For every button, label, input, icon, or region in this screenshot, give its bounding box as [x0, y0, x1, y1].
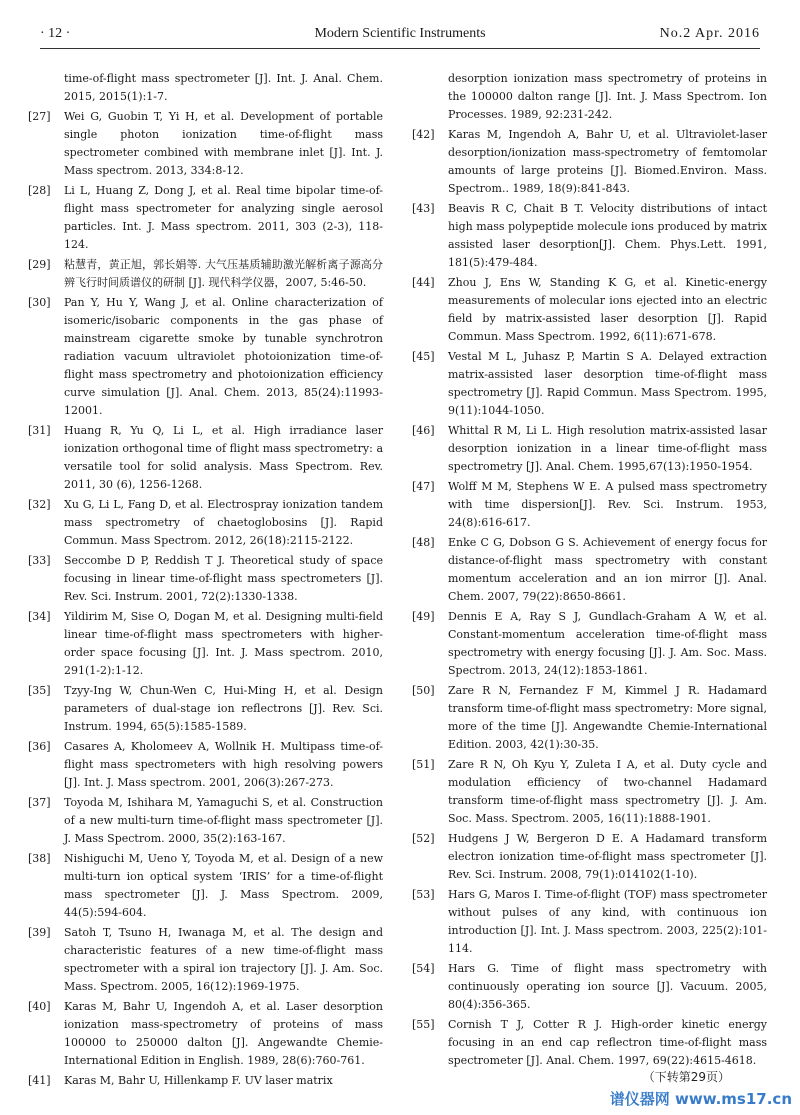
reference-entry	[28, 682, 383, 736]
reference-entry	[412, 830, 767, 884]
reference-text: Zare R N, Oh Kyu Y, Zuleta I A, et al. Duty cycle and modulation efficiency of two-channel Hadamard transform time-of-flight mass spectrometry [J]. J. Am. Soc. Mass. Spectrom. 2005, 16(11):1888-1901.	[448, 758, 767, 825]
reference-entry	[28, 182, 383, 254]
reference-number: [28]	[28, 184, 51, 197]
reference-text: Wolff M M, Stephens W E. A pulsed mass spectrometry with time dispersion[J]. Rev. Sci. Instrum. 1953, 24(8):616-617.	[448, 480, 767, 529]
reference-text: Nishiguchi M, Ueno Y, Toyoda M, et al. Design of a new multi-turn ion optical system ‘IRIS’ for a time-of-flight mass spectrometer [J]. J. Mass Spectrom. 2009, 44(5):594-604.	[64, 852, 383, 919]
reference-entry	[412, 886, 767, 958]
reference-entry	[412, 608, 767, 680]
reference-number: [29]	[28, 258, 51, 271]
reference-entry	[412, 682, 767, 754]
reference-text: Dennis E A, Ray S J, Gundlach-Graham A W, et al. Constant-momentum acceleration time-of-flight mass spectrometry with energy focusing [J]. J. Am. Soc. Mass. Spectrom. 2013, 24(12):1853-1861.	[448, 610, 767, 677]
issue-info: No.2 Apr. 2016	[659, 26, 760, 41]
reference-entry	[412, 200, 767, 272]
continued-note: （下转第29页）	[642, 1070, 730, 1084]
reference-text: Beavis R C, Chait B T. Velocity distributions of intact high mass polypeptide molecule ions produced by matrix assisted laser desorption[J]. Chem. Phys.Lett. 1991, 181(5):479-484.	[448, 202, 767, 269]
reference-entry	[412, 274, 767, 346]
reference-text: Karas M, Ingendoh A, Bahr U, et al. Ultraviolet-laser desorption/ionization mass-spectrometry of femtomolar amounts of large proteins [J]. Biomed.Environ. Mass. Spectrom.. 1989, 18(9):841-843.	[448, 128, 767, 195]
reference-text: Li L, Huang Z, Dong J, et al. Real time bipolar time-of-flight mass spectrometer for analyzing single aerosol particles. Int. J. Mass spectrom. 2011, 303 (2-3), 118-124.	[64, 184, 383, 251]
reference-number: [44]	[412, 276, 435, 289]
reference-number: [38]	[28, 852, 51, 865]
journal-title: Modern Scientific Instruments	[314, 26, 486, 41]
reference-number: [30]	[28, 296, 51, 309]
reference-number: [35]	[28, 684, 51, 697]
reference-number: [34]	[28, 610, 51, 623]
reference-number: [51]	[412, 758, 435, 771]
reference-text: Whittal R M, Li L. High resolution matrix-assisted lasar desorption ionization in a linear time-of-flight mass spectrometry [J]. Anal. Chem. 1995,67(13):1950-1954.	[448, 424, 767, 473]
reference-text: time-of-flight mass spectrometer [J]. Int. J. Anal. Chem. 2015, 2015(1):1-7.	[64, 72, 383, 103]
reference-number: [54]	[412, 962, 435, 975]
reference-entry	[28, 108, 383, 180]
reference-text: Seccombe D P, Reddish T J. Theoretical study of space focusing in linear time-of-flight mass spectrometers [J]. Rev. Sci. Instrum. 2001, 72(2):1330-1338.	[64, 554, 383, 603]
reference-text: Hars G, Maros I. Time-of-flight (TOF) mass spectrometer without pulses of any kind, with continuous ion introduction [J]. Int. J. Mass spectrom. 2003, 225(2):101-114.	[448, 888, 767, 955]
page-number: · 12 ·	[40, 26, 71, 41]
reference-entry	[28, 850, 383, 922]
left-reference-column	[28, 70, 383, 1092]
reference-number: [46]	[412, 424, 435, 437]
reference-entry	[28, 70, 383, 106]
watermark-logo: 谱仪器网 www.ms17.cn	[609, 1090, 792, 1108]
reference-number: [49]	[412, 610, 435, 623]
reference-entry	[28, 794, 383, 848]
reference-entry	[412, 756, 767, 828]
reference-entry	[28, 738, 383, 792]
reference-text: desorption ionization mass spectrometry of proteins in the 100000 dalton range [J]. Int. J. Mass Spectrom. Ion Processes. 1989, 92:231-242.	[448, 72, 767, 121]
reference-number: [39]	[28, 926, 51, 939]
reference-entry	[28, 608, 383, 680]
reference-entry	[28, 294, 383, 420]
right-reference-column	[412, 70, 767, 1072]
reference-number: [50]	[412, 684, 435, 697]
reference-text: Wei G, Guobin T, Yi H, et al. Development of portable single photon ionization time-of-flight mass spectrometer combined with membrane inlet [J]. Int. J. Mass spectrom. 2013, 334:8-12.	[64, 110, 383, 177]
reference-number: [41]	[28, 1074, 51, 1087]
reference-text: Toyoda M, Ishihara M, Yamaguchi S, et al. Construction of a new multi-turn time-of-flight mass spectrometer [J]. J. Mass Spectrom. 2000, 35(2):163-167.	[64, 796, 383, 845]
reference-text: Karas M, Bahr U, Hillenkamp F. UV laser matrix	[64, 1074, 333, 1087]
reference-number: [42]	[412, 128, 435, 141]
reference-text: Cornish T J, Cotter R J. High-order kinetic energy focusing in an end cap reflectron time-of-flight mass spectrometer [J]. Anal. Chem. 1997, 69(22):4615-4618.	[448, 1018, 767, 1067]
reference-text: Yildirim M, Sise O, Dogan M, et al. Designing multi-field linear time-of-flight mass spectrometers with higher-order space focusing [J]. Int. J. Mass spectrom. 2010, 291(1-2):1-12.	[64, 610, 383, 677]
reference-entry	[412, 126, 767, 198]
reference-text: Hudgens J W, Bergeron D E. A Hadamard transform electron ionization time-of-flight mass spectrometer [J]. Rev. Sci. Instrum. 2008, 79(1):014102(1-10).	[448, 832, 767, 881]
reference-entry	[412, 70, 767, 124]
reference-number: [36]	[28, 740, 51, 753]
reference-text: Xu G, Li L, Fang D, et al. Electrospray ionization tandem mass spectrometry of chaetoglobosins [J]. Rapid Commun. Mass Spectrom. 2012, 26(18):2115-2122.	[64, 498, 383, 547]
reference-text: Vestal M L, Juhasz P, Martin S A. Delayed extraction matrix-assisted laser desorption time-of-flight mass spectrometry [J]. Rapid Commun. Mass Spectrom. 1995, 9(11):1044-1050.	[448, 350, 767, 417]
reference-entry	[28, 552, 383, 606]
reference-text: Tzyy-Ing W, Chun-Wen C, Hui-Ming H, et al. Design parameters of dual-stage ion reflectrons [J]. Rev. Sci. Instrum. 1994, 65(5):1585-1589.	[64, 684, 383, 733]
reference-number: [52]	[412, 832, 435, 845]
reference-number: [31]	[28, 424, 51, 437]
reference-entry	[412, 1016, 767, 1070]
reference-text: Zare R N, Fernandez F M, Kimmel J R. Hadamard transform time-of-flight mass spectrometry: More signal, more of the time [J]. Angewandte Chemie-International Edition. 2003, 42(1):30-35.	[448, 684, 767, 751]
reference-entry	[412, 960, 767, 1014]
reference-number: [45]	[412, 350, 435, 363]
reference-number: [43]	[412, 202, 435, 215]
reference-text: Hars G. Time of flight mass spectrometry with continuously operating ion source [J]. Vacuum. 2005, 80(4):356-365.	[448, 962, 767, 1011]
reference-number: [40]	[28, 1000, 51, 1013]
reference-text: Pan Y, Hu Y, Wang J, et al. Online characterization of isomeric/isobaric components in the gas phase of mainstream cigarette smoke by tunable synchrotron radiation vacuum ultraviolet photoionization time-of-flight mass spectrometry and photoionization efficiency curve simulation [J]. Anal. Chem. 2013, 85(24):11993-12001.	[64, 296, 383, 417]
reference-entry	[412, 534, 767, 606]
reference-entry	[412, 478, 767, 532]
reference-text: Satoh T, Tsuno H, Iwanaga M, et al. The design and characteristic features of a new time-of-flight mass spectrometer with a spiral ion trajectory [J]. J. Am. Soc. Mass. Spectrom. 2005, 16(12):1969-1975.	[64, 926, 383, 993]
reference-entry	[412, 348, 767, 420]
reference-entry	[28, 496, 383, 550]
reference-number: [33]	[28, 554, 51, 567]
reference-entry	[28, 422, 383, 494]
reference-number: [27]	[28, 110, 51, 123]
reference-number: [53]	[412, 888, 435, 901]
reference-text: Casares A, Kholomeev A, Wollnik H. Multipass time-of-flight mass spectrometers with high resolving powers [J]. Int. J. Mass spectrom. 2001, 206(3):267-273.	[64, 740, 383, 789]
page-header	[40, 22, 760, 49]
reference-number: [55]	[412, 1018, 435, 1031]
reference-text: Zhou J, Ens W, Standing K G, et al. Kinetic-energy measurements of molecular ions ejected into an electric field by matrix-assisted laser desorption [J]. Rapid Commun. Mass Spectrom. 1992, 6(11):671-678.	[448, 276, 767, 343]
reference-text: Enke C G, Dobson G S. Achievement of energy focus for distance-of-flight mass spectrometry with constant momentum acceleration and an ion mirror [J]. Anal. Chem. 2007, 79(22):8650-8661.	[448, 536, 767, 603]
reference-entry	[28, 256, 383, 292]
reference-text: Huang R, Yu Q, Li L, et al. High irradiance laser ionization orthogonal time of flight mass spectrometry: a versatile tool for solid analysis. Mass Spectrom. Rev. 2011, 30 (6), 1256-1268.	[64, 424, 383, 491]
reference-entry	[412, 422, 767, 476]
reference-entry	[28, 998, 383, 1070]
reference-entry	[28, 1072, 383, 1090]
reference-number: [47]	[412, 480, 435, 493]
reference-number: [32]	[28, 498, 51, 511]
reference-number: [37]	[28, 796, 51, 809]
reference-text: 粘慧青，黄正旭，郭长娟等. 大气压基质辅助激光解析离子源高分辨飞行时间质谱仪的研制 [J]. 现代科学仪器，2007, 5:46-50.	[64, 258, 383, 289]
reference-number: [48]	[412, 536, 435, 549]
reference-entry	[28, 924, 383, 996]
reference-text: Karas M, Bahr U, Ingendoh A, et al. Laser desorption ionization mass-spectrometry of proteins of mass 100000 to 250000 dalton [J]. Angewandte Chemie-International Edition in English. 1989, 28(6):760-761.	[64, 1000, 383, 1067]
